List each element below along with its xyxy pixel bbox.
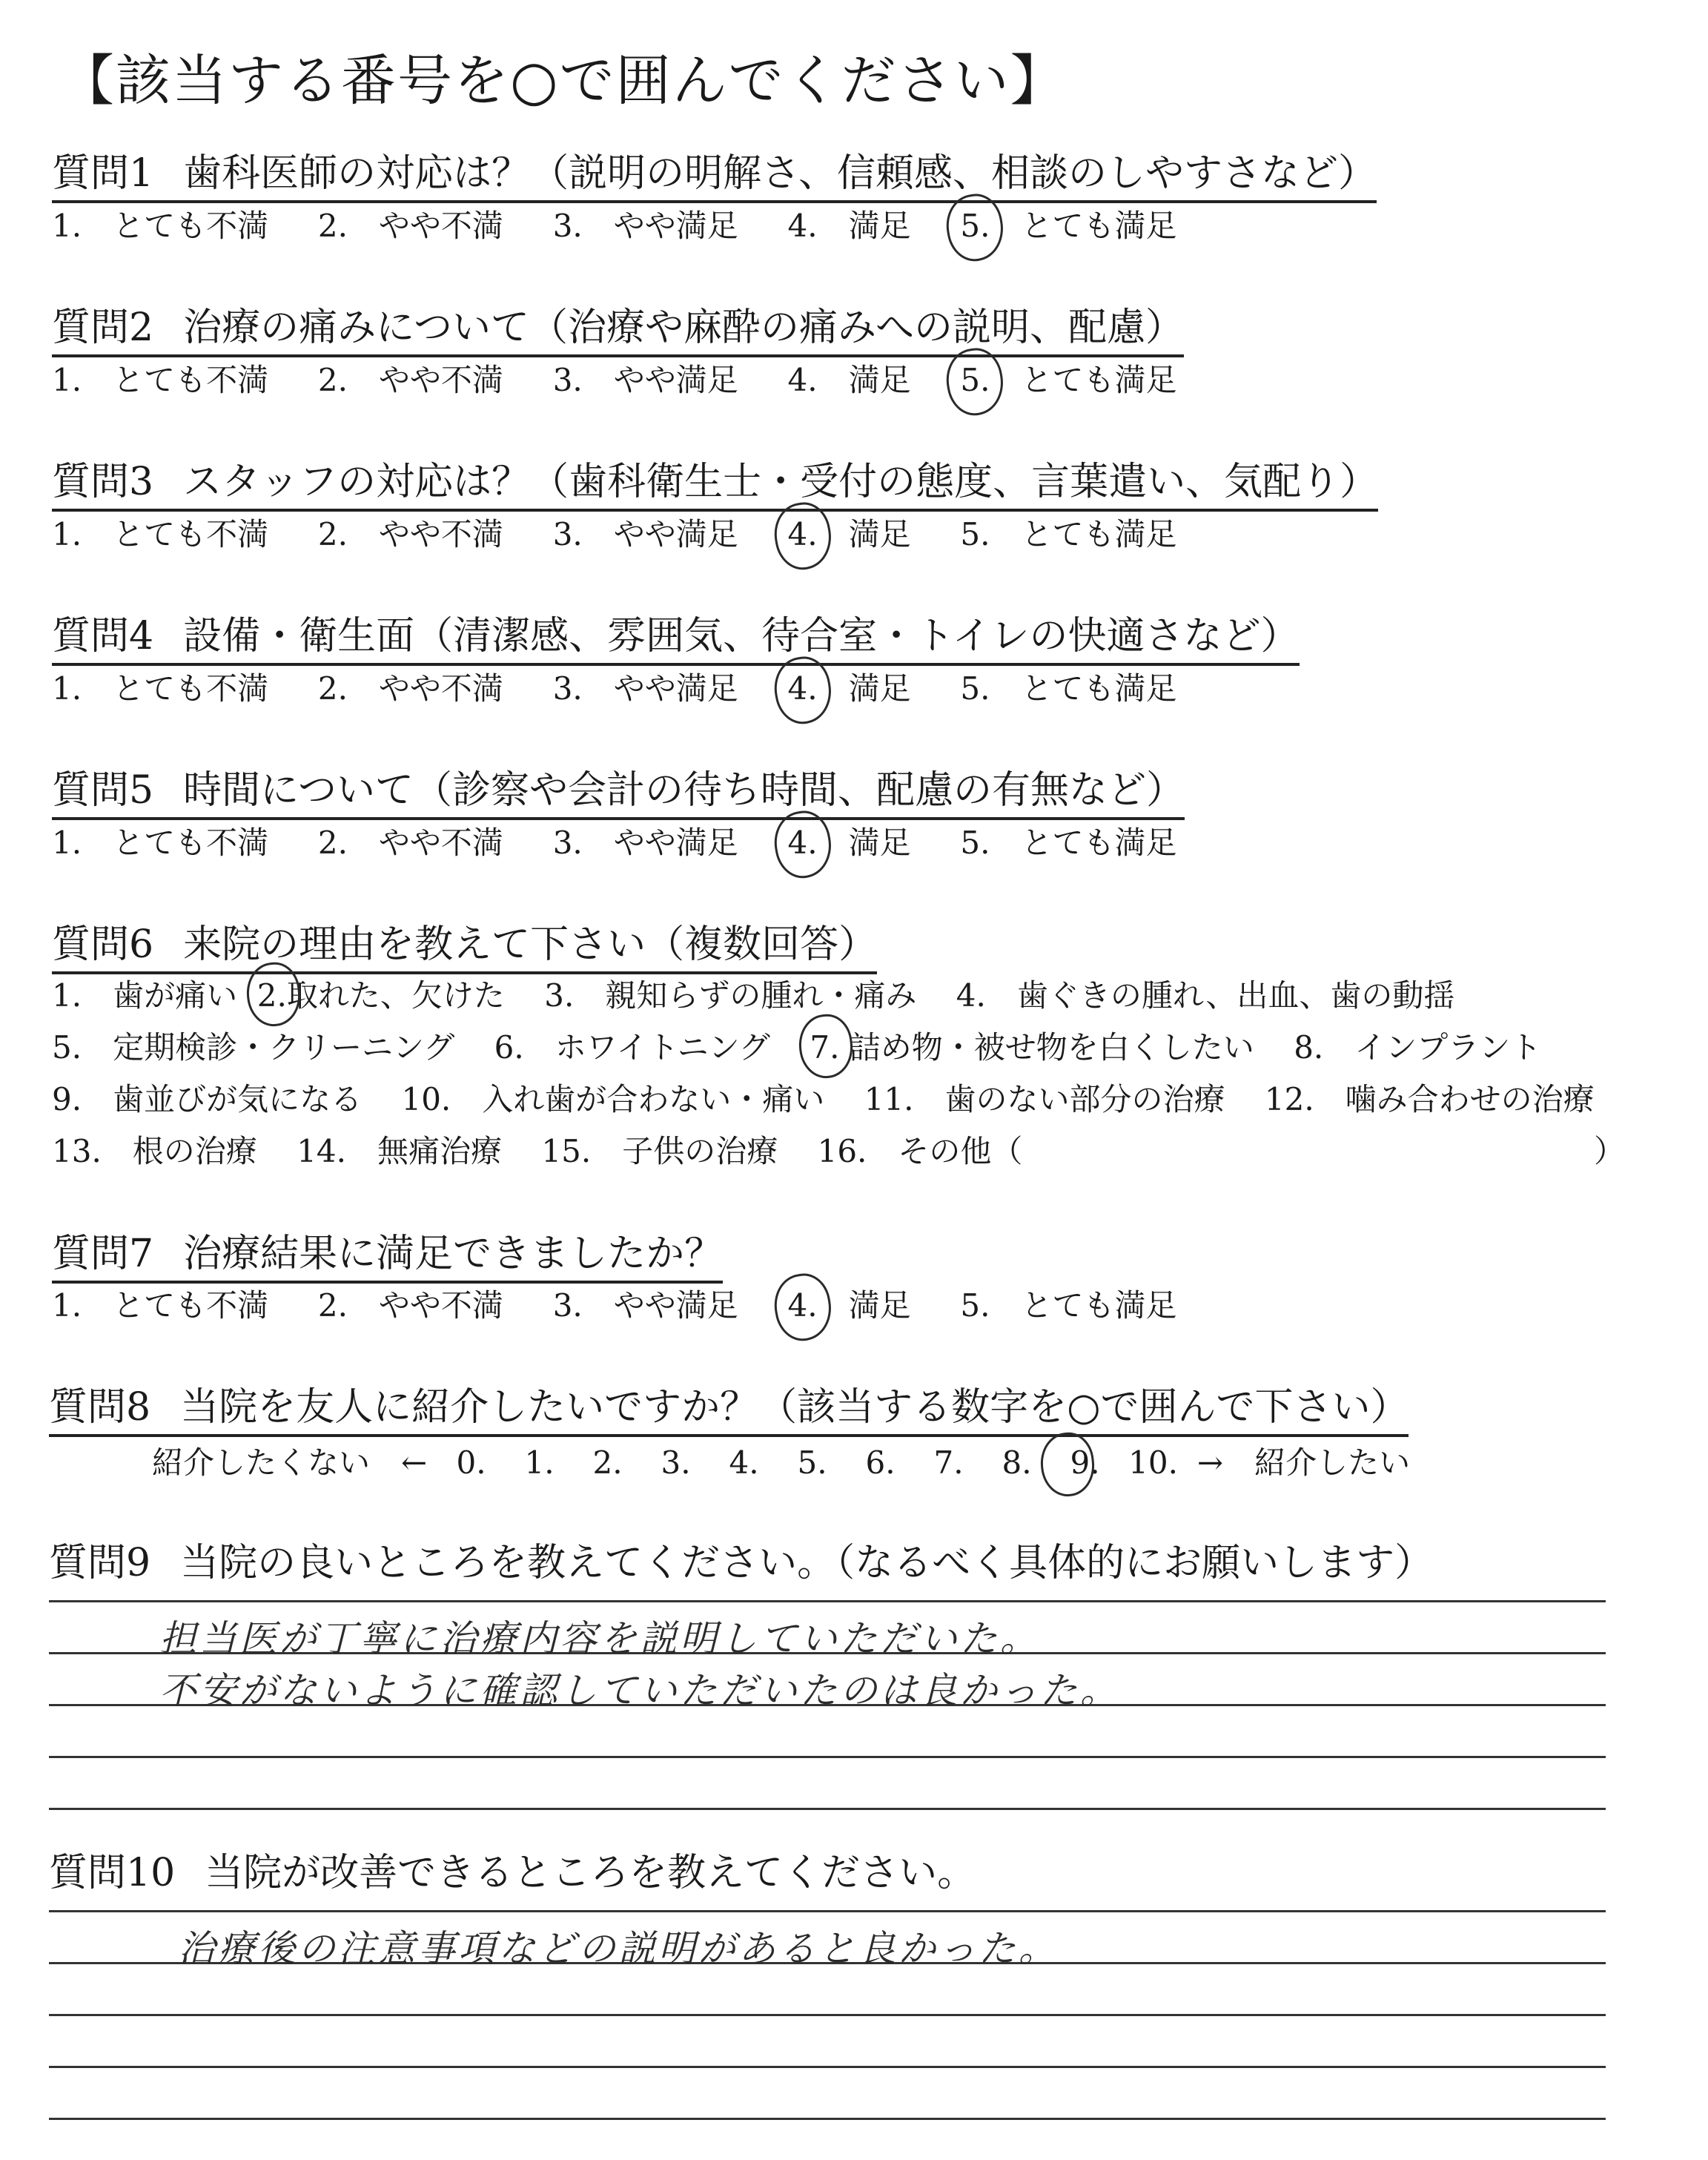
rating-option-1[interactable]: 1. とても不満	[52, 208, 269, 244]
rating-option-5[interactable]: 5. とても満足	[960, 365, 1176, 396]
question-text: 当院の良いところを教えてください。（なるべく具体的にお願いします）	[180, 1541, 1434, 1585]
rating-option-2[interactable]: 2. やや不満	[317, 208, 503, 244]
question-2-title	[52, 305, 1185, 357]
q6-line-3	[52, 1081, 1595, 1117]
rating-option-5[interactable]: 5. とても満足	[960, 670, 1177, 707]
question-label: 質問5	[52, 768, 154, 813]
nps-option-8[interactable]: 8.	[1002, 1444, 1032, 1481]
question-label: 質問1	[52, 151, 154, 196]
question-7-title	[52, 1232, 724, 1284]
question-3-options	[52, 516, 1177, 552]
rating-option-4[interactable]: 4. 満足	[788, 828, 911, 859]
nps-option-7[interactable]: 7.	[933, 1444, 964, 1481]
question-label: 質問9	[49, 1541, 151, 1585]
nps-option-3[interactable]: 3.	[661, 1444, 691, 1481]
nps-option-10[interactable]: 10.	[1128, 1444, 1178, 1481]
spacer	[738, 825, 788, 861]
question-5-title	[52, 768, 1185, 820]
nps-numbers	[437, 1444, 1188, 1481]
nps-option-4[interactable]: 4.	[729, 1444, 759, 1481]
rating-option-2[interactable]: 2. やや不満	[317, 362, 503, 398]
spacer	[268, 670, 318, 707]
spacer	[268, 825, 318, 861]
q9-handwritten-answer-line-1: 担当医が丁寧に治療内容を説明していただいた。	[159, 1617, 1040, 1660]
question-text: 治療の痛みについて（治療や麻酔の痛みへの説明、配慮）	[183, 305, 1185, 350]
spacer	[738, 670, 788, 707]
rating-option-5[interactable]: 5. とても満足	[960, 516, 1177, 552]
q6-reason-10: 10. 入れ歯が合わない・痛い	[401, 1081, 825, 1117]
spacer	[911, 516, 961, 552]
spacer	[503, 670, 553, 707]
q6-reason-2-text: 取れた、欠けた	[286, 977, 505, 1014]
q6-reason-14: 14. 無痛治療	[297, 1133, 502, 1169]
rating-option-5[interactable]: 5. とても満足	[960, 1287, 1177, 1324]
spacer	[268, 1287, 318, 1324]
q6-reason-15: 15. 子供の治療	[541, 1133, 778, 1169]
question-6-title	[52, 922, 878, 974]
spacer	[268, 208, 318, 244]
nps-left-label: 紹介したくない ←	[152, 1444, 428, 1481]
question-4-title	[52, 614, 1300, 666]
question-10-title	[49, 1851, 976, 1900]
question-9-title	[49, 1541, 1434, 1590]
question-1-title	[52, 151, 1377, 203]
question-text: 来院の理由を教えて下さい（複数回答）	[183, 922, 878, 967]
q6-reason-11: 11. 歯のない部分の治療	[864, 1081, 1225, 1117]
rating-option-4[interactable]: 4. 満足	[788, 519, 911, 550]
spacer	[911, 825, 961, 861]
spacer	[503, 825, 553, 861]
rating-option-5[interactable]: 5. とても満足	[960, 211, 1176, 242]
spacer	[503, 362, 553, 398]
question-8-title	[49, 1385, 1409, 1437]
rating-option-3[interactable]: 3. やや満足	[552, 362, 738, 398]
spacer	[911, 670, 961, 707]
spacer	[911, 1287, 961, 1324]
question-text: 当院が改善できるところを教えてください。	[205, 1851, 976, 1895]
answer-line	[49, 1808, 1606, 1810]
question-3-title	[52, 460, 1379, 512]
q6-reason-7-number: 7.	[810, 1029, 840, 1066]
q6-line-2	[52, 1029, 1542, 1066]
rating-option-3[interactable]: 3. やや満足	[552, 1287, 738, 1324]
spacer	[503, 516, 553, 552]
answer-line	[49, 2066, 1606, 2068]
rating-option-4[interactable]: 4. 満足	[787, 208, 911, 244]
spacer	[268, 362, 318, 398]
nps-option-6[interactable]: 6.	[865, 1444, 896, 1481]
spacer	[738, 208, 788, 244]
q8-nps-scale	[152, 1444, 1411, 1481]
spacer	[503, 1287, 553, 1324]
question-label: 質問6	[52, 922, 154, 967]
question-label: 質問2	[52, 305, 154, 350]
question-4-options	[52, 670, 1177, 707]
rating-option-1[interactable]: 1. とても不満	[52, 1287, 269, 1324]
nps-option-5[interactable]: 5.	[797, 1444, 827, 1481]
q10-handwritten-answer-line-1: 治療後の注意事項などの説明があると良かった。	[178, 1927, 1059, 1970]
rating-option-3[interactable]: 3. やや満足	[552, 516, 738, 552]
question-text: 歯科医師の対応は？（説明の明解さ、信頼感、相談のしやすさなど）	[183, 151, 1377, 196]
page-title: 【該当する番号を○で囲んでください】	[59, 49, 1067, 113]
q6-reason-16: 16. その他（	[817, 1133, 1023, 1169]
question-label: 質問10	[49, 1851, 176, 1895]
rating-option-2[interactable]: 2. やや不満	[317, 670, 503, 707]
nps-right-label: → 紹介したい	[1196, 1444, 1411, 1481]
rating-option-1[interactable]: 1. とても不満	[52, 362, 269, 398]
rating-option-3[interactable]: 3. やや満足	[552, 825, 738, 861]
question-2-options	[52, 362, 1177, 398]
question-1-options	[52, 208, 1177, 244]
rating-option-4[interactable]: 4. 満足	[788, 1290, 911, 1321]
q6-line-4	[52, 1133, 1626, 1169]
answer-line	[49, 2118, 1606, 2120]
nps-option-9[interactable]: 9.	[1051, 1447, 1119, 1479]
question-text: 治療結果に満足できましたか？	[183, 1232, 724, 1276]
nps-option-0[interactable]: 0.	[456, 1444, 486, 1481]
nps-option-2[interactable]: 2.	[592, 1444, 623, 1481]
q6-reason-8: 8. インプラント	[1294, 1029, 1542, 1066]
q6-reason-7-text: 詰め物・被せ物を白くしたい	[849, 1029, 1254, 1066]
spacer	[738, 1287, 788, 1324]
question-5-options	[52, 825, 1177, 861]
rating-option-3[interactable]: 3. やや満足	[552, 670, 738, 707]
rating-option-2[interactable]: 2. やや不満	[317, 1287, 503, 1324]
answer-line	[49, 1910, 1606, 1912]
rating-option-1[interactable]: 1. とても不満	[52, 825, 269, 861]
rating-option-4[interactable]: 4. 満足	[788, 673, 911, 704]
question-text: 時間について（診察や会計の待ち時間、配慮の有無など）	[183, 768, 1185, 813]
question-label: 質問3	[52, 460, 154, 504]
spacer	[268, 516, 318, 552]
answer-line	[49, 1600, 1606, 1602]
answer-line	[49, 1756, 1606, 1758]
question-text: 当院を友人に紹介したいですか？（該当する数字を○で囲んで下さい）	[180, 1385, 1409, 1430]
spacer	[503, 208, 553, 244]
answer-line	[49, 2014, 1606, 2016]
question-7-options	[52, 1287, 1177, 1324]
q6-reason-5: 5. 定期検診・クリーニング	[52, 1029, 455, 1066]
rating-option-1[interactable]: 1. とても不満	[52, 670, 269, 707]
question-label: 質問7	[52, 1232, 154, 1276]
rating-option-2[interactable]: 2. やや不満	[317, 825, 503, 861]
q6-other-close-paren: ）	[1594, 1133, 1626, 1169]
question-label: 質問4	[52, 614, 154, 658]
q6-reason-3: 3. 親知らずの腫れ・痛み	[544, 977, 917, 1014]
spacer	[738, 516, 788, 552]
q6-reason-2-number: 2.	[256, 977, 287, 1014]
q6-reason-13: 13. 根の治療	[52, 1133, 257, 1169]
rating-option-3[interactable]: 3. やや満足	[552, 208, 738, 244]
question-text: スタッフの対応は？（歯科衛生士・受付の態度、言葉遣い、気配り）	[183, 460, 1379, 504]
q6-reason-6: 6. ホワイトニング	[494, 1029, 770, 1066]
rating-option-5[interactable]: 5. とても満足	[960, 825, 1177, 861]
q6-reason-1: 1. 歯が痛い	[52, 977, 238, 1014]
spacer	[911, 362, 961, 398]
rating-option-4[interactable]: 4. 満足	[787, 362, 911, 398]
spacer	[738, 362, 788, 398]
q9-handwritten-answer-line-2: 不安がないように確認していただいたのは良かった。	[159, 1669, 1120, 1712]
question-text: 設備・衛生面（清潔感、雰囲気、待合室・トイレの快適さなど）	[183, 614, 1300, 658]
q6-reason-9: 9. 歯並びが気になる	[52, 1081, 363, 1117]
q6-reason-12: 12. 噛み合わせの治療	[1264, 1081, 1595, 1117]
nps-option-1[interactable]: 1.	[524, 1444, 555, 1481]
spacer	[911, 208, 961, 244]
q6-line-1	[52, 977, 1455, 1014]
rating-option-1[interactable]: 1. とても不満	[52, 516, 269, 552]
rating-option-2[interactable]: 2. やや不満	[317, 516, 503, 552]
question-label: 質問8	[49, 1385, 151, 1430]
q6-reason-4: 4. 歯ぐきの腫れ、出血、歯の動揺	[956, 977, 1455, 1014]
